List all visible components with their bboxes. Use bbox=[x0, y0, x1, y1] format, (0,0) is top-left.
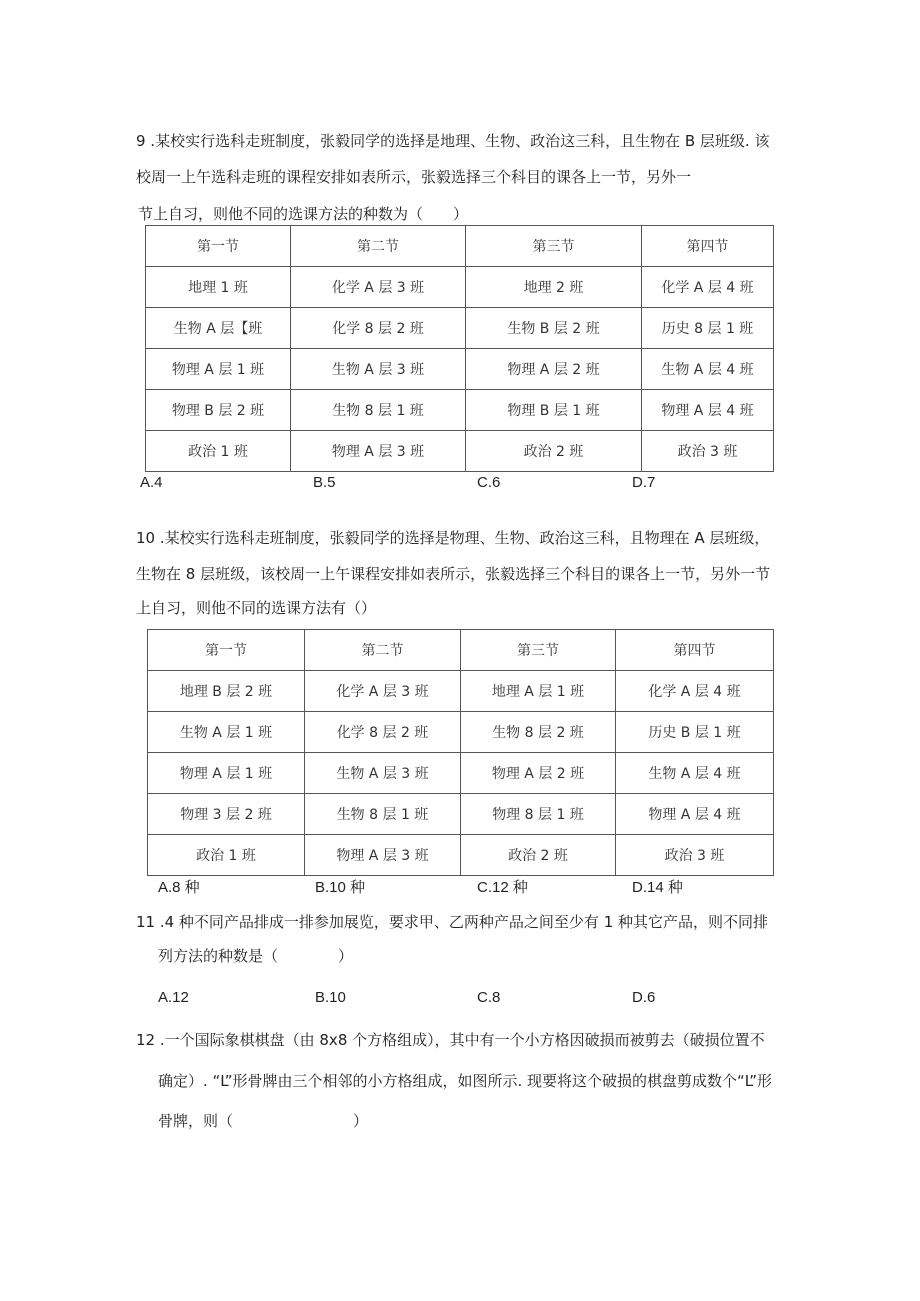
q11-option-c: C.8 bbox=[477, 989, 501, 1006]
table-row bbox=[146, 431, 774, 472]
table-row bbox=[146, 308, 774, 349]
table-cell: 生物 A 层 3 班 bbox=[291, 349, 466, 390]
table-row bbox=[146, 267, 774, 308]
q10-line-3: 上自习，则他不同的选课方法有（） bbox=[136, 599, 377, 617]
q9-line-1: 9 .某校实行选科走班制度，张毅同学的选择是地理、生物、政治这三科，且生物在 B 层班级. 该 bbox=[136, 132, 770, 150]
table-row bbox=[148, 753, 774, 794]
q10-option-a: A.8 种 bbox=[158, 879, 200, 896]
table-cell: 政治 2 班 bbox=[461, 835, 616, 876]
q11-option-a: A.12 bbox=[158, 989, 189, 1006]
table-cell: 物理 A 层 2 班 bbox=[461, 753, 616, 794]
q12-line-1: 12 .一个国际象棋棋盘（由 8x8 个方格组成），其中有一个小方格因破损而被剪去（破损位置不 bbox=[136, 1031, 765, 1049]
table-cell: 物理 A 层 2 班 bbox=[466, 349, 642, 390]
table-cell: 生物 A 层 3 班 bbox=[305, 753, 461, 794]
q11-option-b: B.10 bbox=[315, 989, 346, 1006]
q10-line-1: 10 .某校实行选科走班制度，张毅同学的选择是物理、生物、政治这三科，且物理在 A 层班级， bbox=[136, 529, 770, 547]
table-row bbox=[148, 794, 774, 835]
table-cell: 地理 2 班 bbox=[466, 267, 642, 308]
table-cell: 地理 1 班 bbox=[146, 267, 291, 308]
q10-option-c: C.12 种 bbox=[477, 879, 528, 896]
table-cell: 物理 A 层 1 班 bbox=[148, 753, 305, 794]
table-cell: 地理 B 层 2 班 bbox=[148, 671, 305, 712]
table-cell: 政治 1 班 bbox=[148, 835, 305, 876]
table-header-cell: 第四节 bbox=[616, 630, 774, 671]
q9-schedule-table bbox=[145, 225, 774, 472]
table-cell: 生物 A 层【班 bbox=[146, 308, 291, 349]
q9-option-a: A.4 bbox=[140, 474, 163, 491]
table-cell: 地理 A 层 1 班 bbox=[461, 671, 616, 712]
table-header-cell: 第一节 bbox=[146, 226, 291, 267]
q11-option-d: D.6 bbox=[632, 989, 656, 1006]
table-cell: 物理 B 层 1 班 bbox=[466, 390, 642, 431]
q11-line-2: 列方法的种数是（ ） bbox=[158, 947, 354, 965]
q10-schedule-table bbox=[147, 629, 774, 876]
table-header-cell: 第二节 bbox=[291, 226, 466, 267]
table-cell: 生物 8 层 1 班 bbox=[305, 794, 461, 835]
q12-line-3: 骨牌，则（ ） bbox=[158, 1112, 369, 1130]
q10-option-d: D.14 种 bbox=[632, 879, 683, 896]
table-cell: 政治 3 班 bbox=[616, 835, 774, 876]
table-cell: 化学 8 层 2 班 bbox=[291, 308, 466, 349]
table-header-row bbox=[148, 630, 774, 671]
q9-option-b: B.5 bbox=[313, 474, 336, 491]
table-cell: 物理 B 层 2 班 bbox=[146, 390, 291, 431]
table-cell: 生物 8 层 2 班 bbox=[461, 712, 616, 753]
table-header-cell: 第三节 bbox=[466, 226, 642, 267]
table-cell: 生物 B 层 2 班 bbox=[466, 308, 642, 349]
table-header-cell: 第四节 bbox=[642, 226, 774, 267]
table-row bbox=[146, 349, 774, 390]
table-cell: 化学 A 层 4 班 bbox=[642, 267, 774, 308]
table-cell: 物理 A 层 3 班 bbox=[305, 835, 461, 876]
table-row bbox=[148, 835, 774, 876]
table-cell: 化学 A 层 3 班 bbox=[305, 671, 461, 712]
table-header-cell: 第二节 bbox=[305, 630, 461, 671]
table-cell: 化学 8 层 2 班 bbox=[305, 712, 461, 753]
table-cell: 物理 A 层 1 班 bbox=[146, 349, 291, 390]
table-cell: 生物 A 层 4 班 bbox=[616, 753, 774, 794]
table-cell: 生物 A 层 1 班 bbox=[148, 712, 305, 753]
table-cell: 政治 1 班 bbox=[146, 431, 291, 472]
table-cell: 生物 8 层 1 班 bbox=[291, 390, 466, 431]
table-cell: 生物 A 层 4 班 bbox=[642, 349, 774, 390]
table-cell: 政治 3 班 bbox=[642, 431, 774, 472]
q9-option-d: D.7 bbox=[632, 474, 656, 491]
table-cell: 物理 3 层 2 班 bbox=[148, 794, 305, 835]
table-header-cell: 第三节 bbox=[461, 630, 616, 671]
q12-line-2: 确定）. “L”形骨牌由三个相邻的小方格组成，如图所示. 现要将这个破损的棋盘剪成数个“L”形 bbox=[158, 1072, 772, 1090]
table-row bbox=[146, 390, 774, 431]
table-header-row bbox=[146, 226, 774, 267]
table-cell: 历史 B 层 1 班 bbox=[616, 712, 774, 753]
q10-option-b: B.10 种 bbox=[315, 879, 366, 896]
q9-line-3: 节上自习，则他不同的选课方法的种数为（ ） bbox=[138, 205, 469, 223]
table-cell: 化学 A 层 4 班 bbox=[616, 671, 774, 712]
table-cell: 物理 A 层 4 班 bbox=[642, 390, 774, 431]
table-row bbox=[148, 712, 774, 753]
table-row bbox=[148, 671, 774, 712]
q11-line-1: 11 .4 种不同产品排成一排参加展览，要求甲、乙两种产品之间至少有 1 种其它产品，则不同排 bbox=[136, 913, 769, 931]
q9-option-c: C.6 bbox=[477, 474, 501, 491]
table-cell: 物理 A 层 3 班 bbox=[291, 431, 466, 472]
table-cell: 物理 8 层 1 班 bbox=[461, 794, 616, 835]
table-cell: 历史 8 层 1 班 bbox=[642, 308, 774, 349]
table-cell: 化学 A 层 3 班 bbox=[291, 267, 466, 308]
q9-line-2: 校周一上午选科走班的课程安排如表所示，张毅选择三个科目的课各上一节，另外一 bbox=[136, 168, 692, 186]
table-cell: 政治 2 班 bbox=[466, 431, 642, 472]
q10-line-2: 生物在 8 层班级，该校周一上午课程安排如表所示，张毅选择三个科目的课各上一节，另外一节 bbox=[136, 565, 771, 583]
table-header-cell: 第一节 bbox=[148, 630, 305, 671]
table-cell: 物理 A 层 4 班 bbox=[616, 794, 774, 835]
